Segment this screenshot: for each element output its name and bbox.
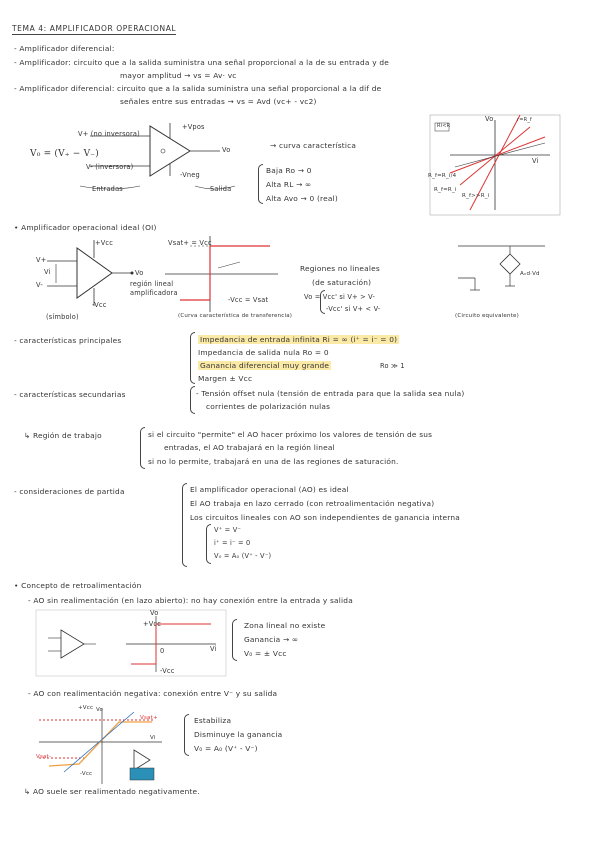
rf-gg-ri: R_f>>R_i bbox=[462, 193, 490, 199]
ideal-heading: • Amplificador operacional ideal (OI) bbox=[14, 223, 157, 232]
region-r3: si no lo permite, trabajará en una de las regiones de saturación. bbox=[148, 457, 399, 466]
g1-vi: Vi bbox=[210, 645, 217, 653]
curva-caracteristica: → curva característica bbox=[270, 141, 357, 150]
graph1-vo: Vo bbox=[485, 115, 494, 123]
r-rf: r=R_f bbox=[517, 117, 532, 123]
salida-label: Salida bbox=[210, 185, 232, 193]
g2-vcc: +Vcc bbox=[78, 705, 94, 711]
diff-formula: V₀ = (V₊ − V₋) bbox=[30, 149, 99, 159]
retro-final: ↳ AO suele ser realimentado negativamente. bbox=[24, 787, 200, 796]
vsat-neg: -Vcc = Vsat bbox=[228, 296, 269, 304]
simbolo-caption: (símbolo) bbox=[46, 313, 79, 321]
intro-line-2b: mayor amplitud → vs = Av· vc bbox=[120, 71, 237, 80]
con-b1: Estabiliza bbox=[194, 716, 232, 725]
car-s1: - Tensión offset nula (tensión de entrada para que la salida sea nula) bbox=[196, 389, 465, 398]
car-p4: Margen ± Vcc bbox=[198, 374, 253, 383]
brace bbox=[206, 524, 211, 564]
rf-ri4: R_f=R_i/4 bbox=[428, 173, 457, 179]
retro-con: - AO con realimentación negativa: conexión entre V⁻ y su salida bbox=[28, 689, 278, 698]
cond-baja-ro: Baja Ro → 0 bbox=[266, 166, 312, 175]
car-s2: corrientes de polarización nulas bbox=[206, 402, 331, 411]
gain-curves-graph bbox=[430, 115, 560, 215]
principales-label: - características principales bbox=[14, 336, 122, 345]
region-r2: entradas, el AO trabajará en la región lineal bbox=[164, 443, 335, 452]
curva-caption: (Curva característica de transferencia) bbox=[178, 313, 293, 319]
vcc-pos: +Vcc bbox=[95, 239, 114, 247]
avd-label: Aᵥd·Vd bbox=[520, 271, 540, 277]
retro-heading: • Concepto de retroalimentación bbox=[14, 581, 142, 590]
partida-e3: V₀ = A₀ (V⁺ - V⁻) bbox=[214, 552, 272, 560]
page-title: TEMA 4: AMPLIFICADOR OPERACIONAL bbox=[12, 24, 177, 33]
intro-line-3b: señales entre sus entradas → vs = Avd (vc+ - vc2) bbox=[120, 97, 317, 106]
partida-c2: El AO trabaja en lazo cerrado (con retroalimentación negativa) bbox=[190, 499, 435, 508]
cond-alta-avo: Alta Avo → 0 (real) bbox=[266, 194, 338, 203]
partida-e2: i⁺ = i⁻ = 0 bbox=[214, 539, 251, 547]
con-b2: Disminuye la ganancia bbox=[194, 730, 283, 739]
partida-c1: El amplificador operacional (AO) es ideal bbox=[190, 485, 349, 494]
intro-line-3a: - Amplificador diferencial: circuito que a la salida suministra una señal proporcional a la dif de bbox=[14, 84, 382, 93]
car-p1: Impedancia de entrada infinita Ri = ∞ (i⁺ = i⁻ = 0) bbox=[200, 335, 398, 344]
vi-sym: Vi bbox=[44, 268, 51, 276]
g1-zero: 0 bbox=[160, 647, 165, 655]
brace bbox=[182, 483, 187, 567]
vcc-neg: -Vcc bbox=[92, 301, 107, 309]
partida-label: - consideraciones de partida bbox=[14, 487, 125, 496]
sin-b1: Zona lineal no existe bbox=[244, 621, 326, 630]
intro-line-2a: - Amplificador: circuito que a la salida suministra una señal proporcional a la de su entrada y de bbox=[14, 58, 389, 67]
region-lineal: región lineal amplificadora bbox=[130, 280, 178, 297]
vp-label: V+ (no inversora) bbox=[78, 130, 140, 138]
sin-b2: Ganancia → ∞ bbox=[244, 635, 299, 644]
car-p3b: Ro ≫ 1 bbox=[380, 362, 405, 370]
con-b3: V₀ = A₀ (V⁺ - V⁻) bbox=[194, 744, 258, 753]
brace bbox=[184, 714, 189, 756]
region-r1: si el circuito "permite" el AO hacer próximo los valores de tensión de sus bbox=[148, 430, 433, 439]
g1-nvcc: -Vcc bbox=[160, 667, 175, 675]
partida-e1: V⁺ = V⁻ bbox=[214, 526, 242, 534]
brace bbox=[190, 332, 195, 384]
reg-2: -Vcc' si V+ < V- bbox=[326, 305, 381, 313]
brace bbox=[140, 427, 145, 469]
regiones-title: Regiones no lineales bbox=[300, 264, 380, 273]
brace bbox=[190, 386, 195, 414]
car-p3: Ganancia diferencial muy grande bbox=[200, 361, 330, 370]
g2-nvcc: -Vcc bbox=[80, 771, 93, 777]
vm-label: V- (inversora) bbox=[86, 163, 134, 171]
vm-sym: V- bbox=[36, 281, 43, 289]
g2-vo: Vo bbox=[96, 707, 104, 713]
intro-line-1: - Amplificador diferencial: bbox=[14, 44, 115, 53]
g1-vcc: +Vcc bbox=[143, 620, 162, 628]
sin-b3: V₀ = ± Vcc bbox=[244, 649, 287, 658]
partida-c3: Los circuitos lineales con AO son independientes de ganancia interna bbox=[190, 513, 461, 522]
g1-vo: Vo bbox=[150, 609, 159, 617]
vo-sym: Vo bbox=[135, 269, 144, 277]
equivalent-circuit bbox=[450, 236, 565, 316]
regiones-sub: (de saturación) bbox=[312, 278, 372, 287]
retro-sin: - AO sin realimentación (en lazo abierto): no hay conexión entre la entrada y salida bbox=[28, 596, 353, 605]
vo-label: Vo bbox=[222, 146, 231, 154]
entradas-label: Entradas bbox=[92, 185, 123, 193]
secundarias-label: - características secundarias bbox=[14, 390, 126, 399]
open-loop-diagram bbox=[36, 608, 226, 678]
vneg-label: -Vneg bbox=[180, 171, 200, 179]
equiv-caption: (Circuito equivalente) bbox=[455, 313, 519, 319]
rf-ri: R_f=R_i bbox=[434, 187, 457, 193]
ri-label: Ri<R bbox=[437, 123, 451, 129]
g2-vsat: Vsat+ bbox=[140, 715, 158, 721]
brace bbox=[232, 619, 237, 661]
vp-sym: V+ bbox=[36, 256, 47, 264]
g2-vsatn: Vsat- bbox=[36, 754, 52, 760]
cond-alta-rl: Alta RL → ∞ bbox=[266, 180, 312, 189]
reg-1: Vo = Vcc' si V+ > V- bbox=[304, 293, 376, 301]
car-p2: Impedancia de salida nula Ro = 0 bbox=[198, 348, 329, 357]
g2-vi: Vi bbox=[150, 735, 156, 741]
vpos-label: +Vpos bbox=[182, 123, 205, 131]
graph1-vi: Vi bbox=[532, 157, 539, 165]
brace bbox=[258, 164, 263, 204]
vsat-pos: Vsat+ = Vcc bbox=[168, 239, 212, 247]
region-trabajo-label: ↳ Región de trabajo bbox=[24, 431, 102, 440]
